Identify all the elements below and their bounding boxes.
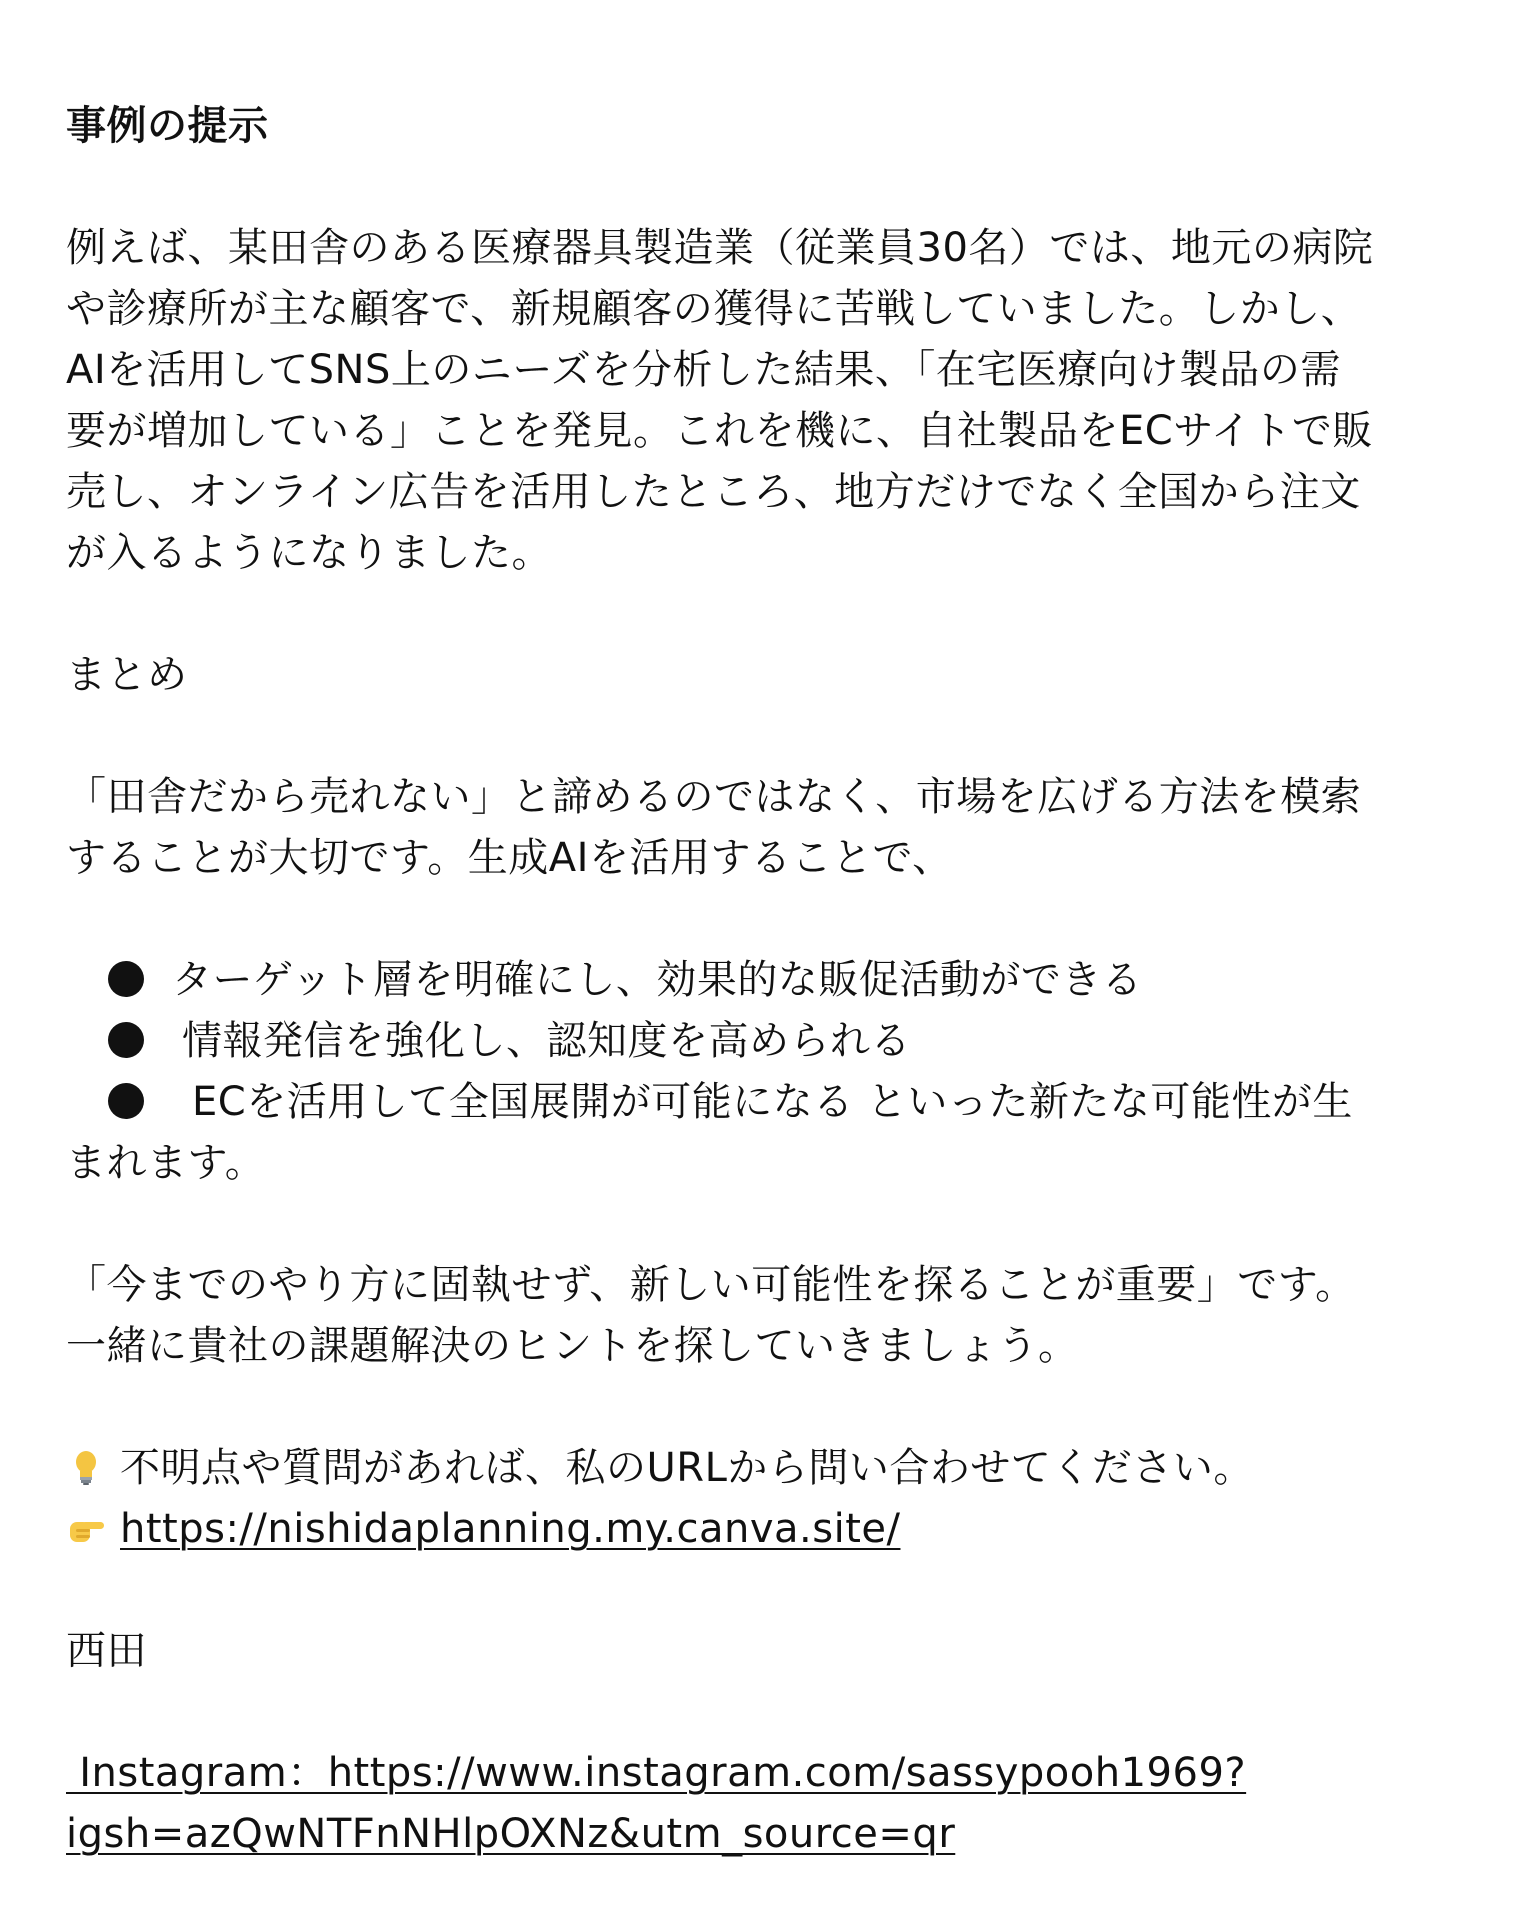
case-line: 要が増加している」ことを発見。これを機に、自社製品をECサイトで販	[66, 408, 1373, 454]
case-heading: 事例の提示	[66, 103, 269, 149]
closing-line: 一緒に貴社の課題解決のヒントを探していきましょう。	[66, 1323, 1079, 1369]
closing-line: 「今までのやり方に固執せず、新しい可能性を探ることが重要」です。	[66, 1262, 1356, 1308]
instagram-line	[66, 1743, 1486, 1804]
case-line: や診療所が主な顧客で、新規顧客の獲得に苦戦していました。しかし、	[66, 286, 1362, 332]
contact-line	[66, 1438, 1486, 1499]
signature: 西田	[66, 1628, 147, 1674]
instagram-link[interactable]: igsh=azQwNTFnNHlpOXNz&utm_source=qr	[66, 1811, 956, 1857]
instagram-link[interactable]: Instagram：https://www.instagram.com/sassypooh1969?	[66, 1750, 1247, 1796]
bullet-dot-icon	[108, 1083, 144, 1119]
spacer	[66, 1560, 1486, 1621]
bullet-list	[66, 950, 1486, 1194]
case-line: 売し、オンライン広告を活用したところ、地方だけでなく全国から注文	[66, 469, 1361, 515]
case-paragraph	[66, 218, 1486, 584]
summary-line: することが大切です。生成AIを活用することで、	[66, 835, 953, 881]
summary-heading: まとめ	[66, 652, 188, 698]
pointing-hand-icon	[66, 1505, 106, 1545]
contact-url-line	[66, 1499, 1486, 1560]
spacer	[66, 1377, 1486, 1438]
list-item-text: ECを活用して全国展開が可能になる といった新たな可能性が生	[192, 1079, 1353, 1125]
contact-text: 不明点や質問があれば、私のURLから問い合わせてください。	[120, 1445, 1254, 1491]
list-item-text: 情報発信を強化し、認知度を高められる	[182, 1018, 911, 1064]
spacer	[66, 584, 1486, 645]
spacer	[66, 706, 1486, 767]
case-line: AIを活用してSNS上のニーズを分析した結果、「在宅医療向け製品の需	[66, 347, 1341, 393]
contact-url-link[interactable]: https://nishidaplanning.my.canva.site/	[120, 1506, 901, 1552]
list-continuation: まれます。	[66, 1140, 266, 1186]
bullet-dot-icon	[108, 961, 144, 997]
list-item	[66, 1072, 1486, 1133]
case-line: 例えば、某田舎のある医療器具製造業（従業員30名）では、地元の病院	[66, 225, 1374, 271]
document-page	[66, 96, 1486, 1865]
spacer	[66, 157, 1486, 218]
bullet-dot-icon	[108, 1022, 144, 1058]
instagram-line	[66, 1804, 1486, 1865]
spacer	[66, 889, 1486, 950]
lightbulb-icon	[66, 1444, 106, 1484]
case-line: が入るようになりました。	[66, 530, 552, 576]
summary-paragraph	[66, 767, 1486, 889]
instagram-link-block[interactable]	[66, 1743, 1486, 1865]
closing-paragraph	[66, 1255, 1486, 1377]
list-item	[66, 950, 1486, 1011]
spacer	[66, 1194, 1486, 1255]
spacer	[66, 1682, 1486, 1743]
summary-line: 「田舎だから売れない」と諦めるのではなく、市場を広げる方法を模索	[66, 774, 1362, 820]
list-item-text: ターゲット層を明確にし、効果的な販促活動ができる	[172, 957, 1143, 1003]
list-item	[66, 1011, 1486, 1072]
